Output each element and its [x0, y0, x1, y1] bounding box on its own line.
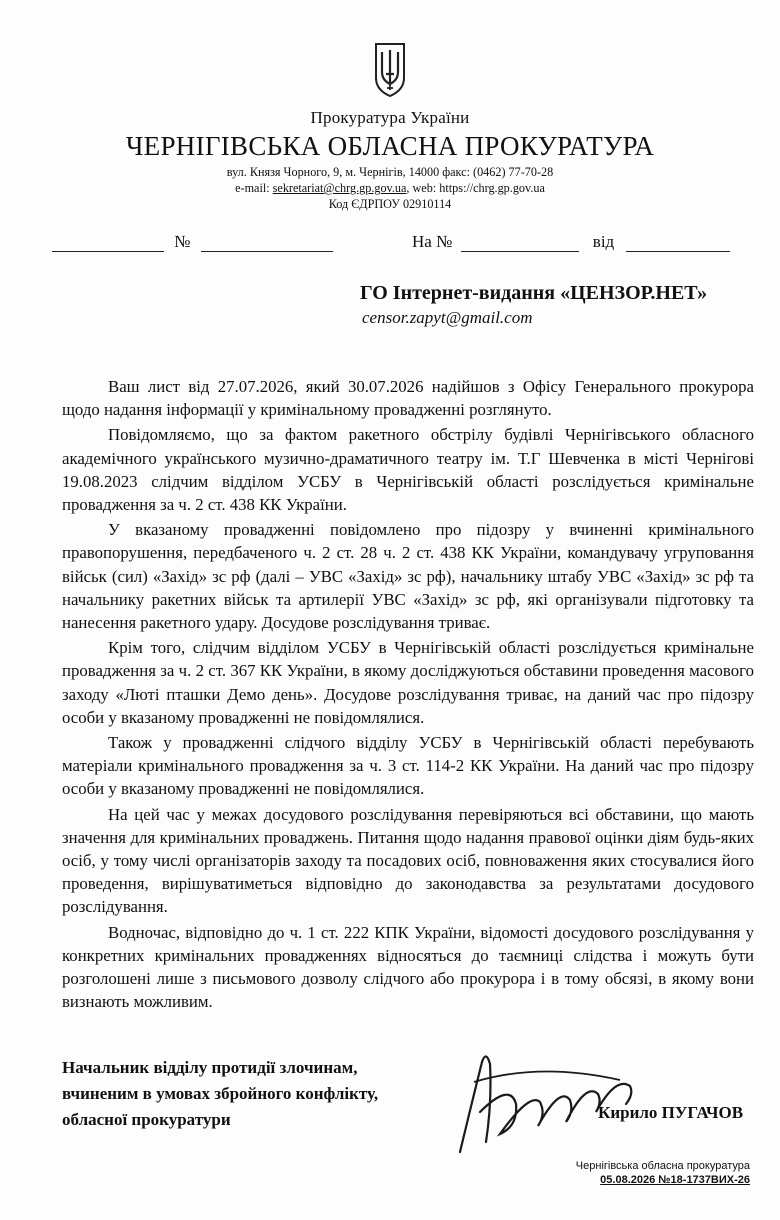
- agency-contacts: [0, 181, 780, 196]
- paragraph: На цей час у межах досудового розслідування перевіряються всі обставини, що мають значення для кримінальних проваджень. Питання щодо надання правової оцінки діям будь-яких осіб, у тому числі організаторів заходу та посадових осіб, повноваження яких стосувалися його проведення, вирішуватиметься відповідно до законодавства за результатами досудового розслідування.: [62, 804, 754, 917]
- recipient-name: ГО Інтернет-видання «ЦЕНЗОР.НЕТ»: [360, 282, 708, 304]
- agency-web[interactable]: https://chrg.gp.gov.ua: [439, 181, 545, 195]
- agency-parent: Прокуратура України: [310, 108, 470, 127]
- agency-edrpou: Код ЄДРПОУ 02910114: [328, 197, 452, 211]
- trident-emblem-icon: [372, 38, 408, 98]
- paragraph: У вказаному провадженні повідомлено про підозру у вчиненні кримінального правопорушення, передбаченого ч. 2 ст. 28 ч. 2 ст. 438 КК України, командувачу угруповання військ (сил) «Захід» зс рф (далі – УВС «Захід» зс рф), начальнику штабу УВС «Захід» зс рф та начальнику ракетних військ та артилерії УВС «Захід» зс рф, які організували підготовку та нанесення ракетного удару. Досудове розслідування триває.: [62, 520, 754, 633]
- stamp-reg-number: 05.08.2026 №18-1737ВИХ-26: [600, 1174, 750, 1186]
- agency-email[interactable]: sekretariat@chrg.gp.gov.ua: [272, 181, 407, 195]
- web-label: , web:: [406, 181, 440, 195]
- na-label: На №: [412, 232, 453, 251]
- incoming-ref: [412, 232, 730, 252]
- email-label: e-mail:: [235, 181, 273, 195]
- outgoing-ref: [52, 232, 333, 252]
- paragraph: Повідомляємо, що за фактом ракетного обстрілу будівлі Чернігівського обласного академічного українського музично-драматичного театру ім. Т.Г Шевченка в місті Чернігові 19.08.2023 слідчим відділом УСБУ в Чернігівській області розслідується кримінальне провадження за ч. 2 ст. 438 КК України.: [62, 425, 754, 515]
- paragraph: Крім того, слідчим відділом УСБУ в Чернігівській області розслідується кримінальне провадження за ч. 2 ст. 367 КК України, в якому досліджуються обставини проведення масового заходу «Люті пташки Демо день». Досудове розслідування триває, на даний час про підозру особи у вказаному провадженні не повідомлялися.: [62, 638, 754, 727]
- paragraph: Також у провадженні слідчого відділу УСБУ в Чернігівській області перебувають матеріали кримінального провадження за ч. 3 ст. 114-2 КК України. На даний час про підозру особи у вказаному провадженні не повідомлялися.: [62, 733, 754, 799]
- signatory-title-line: вчиненим в умовах збройного конфлікту,: [62, 1084, 379, 1103]
- signatory-title-line: обласної прокуратури: [62, 1110, 231, 1129]
- no-label: №: [174, 232, 191, 251]
- agency-name: ЧЕРНІГІВСЬКА ОБЛАСНА ПРОКУРАТУРА: [125, 131, 655, 161]
- paragraph: Ваш лист від 27.07.2026, який 30.07.2026 надійшов з Офісу Генерального прокурора щодо надання інформації у кримінальному провадженні розглянуто.: [62, 377, 754, 420]
- signatory-title: [62, 1055, 378, 1133]
- letter-body: [62, 375, 754, 1015]
- outgoing-number-blank: [201, 233, 333, 252]
- outgoing-date-blank: [52, 233, 164, 252]
- paragraph: Водночас, відповідно до ч. 1 ст. 222 КПК України, відомості досудового розслідування у конкретних кримінальних провадженнях відносяться до таємниці слідства і можуть бути розголошені лише з письмового дозволу слідчого або прокурора і в тому обсязі, в якому вони визнають можливим.: [62, 922, 754, 1012]
- incoming-number-blank: [461, 233, 579, 252]
- signatory-name: Кирило ПУГАЧОВ: [598, 1103, 744, 1122]
- recipient-email[interactable]: censor.zapyt@gmail.com: [362, 308, 533, 327]
- signatory-title-line: Начальник відділу протидії злочинам,: [62, 1058, 358, 1077]
- stamp-org: Чернігівська обласна прокуратура: [575, 1160, 750, 1172]
- registration-stamp: [560, 1160, 750, 1186]
- agency-address: вул. Князя Чорного, 9, м. Чернігів, 14000 факс: (0462) 77-70-28: [226, 165, 554, 179]
- vid-label: від: [592, 232, 615, 251]
- incoming-date-blank: [626, 233, 730, 252]
- handwritten-signature-icon: [420, 1042, 660, 1162]
